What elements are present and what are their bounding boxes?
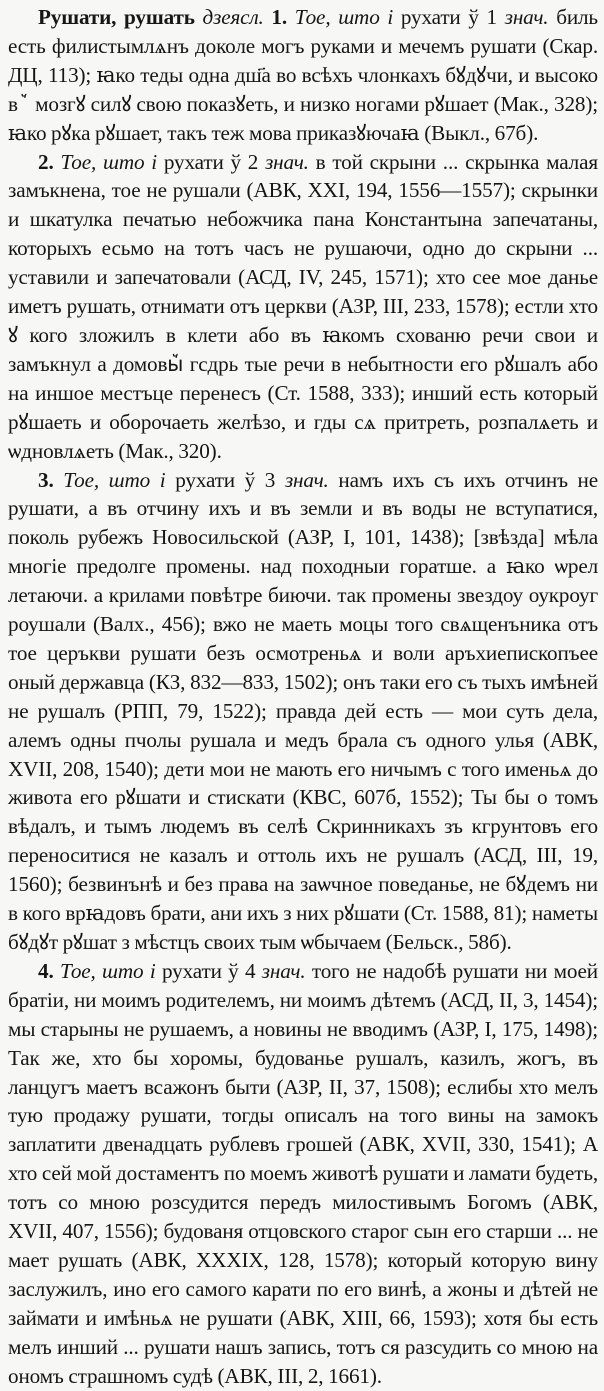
part-of-speech: дзеясл. xyxy=(202,5,264,29)
sense-4-znach: знач. xyxy=(261,958,306,983)
sense-1-reference: рухати ў 1 xyxy=(400,5,497,29)
sense-3-definition: Тое, што і xyxy=(63,467,166,492)
sense-3-reference: рухати ў 3 xyxy=(175,467,276,492)
sense-2-text: в той скрыни ... скрынка малая замъкнена, тое не рушали (АВК, XXI, 194, 1556—1557); скрынки и шкатулка печатью небожчика пана Константына запечатаны, которыхъ есьмо на тотъ часъ не рушаючи, одно до скрыни ... уставили и запечатовали (АСД, IV, 245, 1571); хто сее мое данье иметъ рушать, отнимати отъ церкви (АЗР, III, 233, 1578); естли хто ꙋ кого зложилъ в клети або въ ꙗкомъ схованю речи свои и замъкнул а домовы꙽ гсдрь тые речи в небытности его рꙋшалъ або на иншое местъце перенесъ (Ст. 1588, 333); инший есть который рꙋшаеть и оборочаеть желѣзо, и гды сѧ притреть, розпалѧеть и ѡдновлѧеть (Мак., 320). xyxy=(8,149,598,463)
sense-1-definition: Тое, што і xyxy=(294,5,394,29)
sense-1-number: 1. xyxy=(271,5,288,29)
sense-2-paragraph xyxy=(8,148,598,466)
sense-2-znach: знач. xyxy=(265,149,309,174)
sense-1-paragraph xyxy=(8,3,598,148)
sense-3-text: намъ ихъ съ ихъ отчинъ не рушати, а въ отчину ихъ и въ земли и въ воды не вступатися, поколь рубежъ Новосильской (АЗР, I, 101, 1438); [звѣзда] мѣла многіе предолге промены. над походныи горатше. а ꙗко ѡрел летаючи. а крилами повѣтре биючи. так промены звездоу оукроуг роушали (Валх., 456); вжо не маеть моцы того свѧщенъника отъ тое церъкви рушати безъ осмотреньѧ и воли аръхиепископъее оный державца (КЗ, 832—833, 1502); онъ таки его съ тыхъ имѣней не рушалъ (РПП, 79, 1522); правда дей есть — мои суть дела, алемъ одны пчолы рушала и медъ брала съ одного улья (АВК, XVII, 208, 1540); дети мои не мають его ничымъ с того именьѧ до живота его рꙋшати и стискати (КВС, 607б, 1552); Ты бы о томъ вѣдалъ, и тымъ людемъ въ селѣ Скринникахъ зъ кгрунтовъ его переноситися не казалъ и оттоль ихъ не рушалъ (АСД, III, 19, 1560); безвинънѣ и без права на заѡчное поведанье, не бꙋдемъ ни в кого врꙗдовъ брати, ани ихъ з них рꙋшати (Ст. 1588, 81); наметы бꙋдꙋт рꙋшат з мѣстцъ своих тым ѡбычаем (Бельск., 58б). xyxy=(8,467,598,954)
headword: Рушати, рушать xyxy=(38,5,195,29)
sense-4-reference: рухати ў 4 xyxy=(161,958,256,983)
sense-3-znach: знач. xyxy=(284,467,329,492)
sense-2-definition: Тое, што і xyxy=(60,149,158,174)
sense-1-znach: знач. xyxy=(504,5,549,29)
sense-2-number: 2. xyxy=(38,149,54,174)
sense-3-paragraph xyxy=(8,466,598,957)
sense-4-definition: Тое, што і xyxy=(59,958,156,983)
sense-2-reference: рухати ў 2 xyxy=(163,149,259,174)
sense-4-paragraph xyxy=(8,957,598,1391)
sense-3-number: 3. xyxy=(38,467,54,492)
sense-4-text: того не надобѣ рушати ни моей братіи, ни моимъ родителемъ, ни моимъ дѣтемъ (АСД, II, 3, 1454); мы старыны не рушаемъ, а новины не вводимъ (АЗР, I, 175, 1498); Так же, хто бы хоромы, будованье рушалъ, казилъ, жогъ, въ ланцугъ маетъ всажонъ быти (АЗР, II, 37, 1508); еслибы хто мелъ тую продажу рушати, тогды описалъ на того вины на замокъ заплатити двенадцать рублевъ грошей (АВК, XVII, 330, 1541); А хто сей мой достаментъ по моемъ животѣ рушати и ламати будеть, тотъ со мною розсудится передъ милостивымъ Богомъ (АВК, XVII, 407, 1556); будованя отцовского старог сын его старши ... не мает рушать (АВК, XXXIX, 128, 1578); который которую вину заслужилъ, ино его самого карати по его винѣ, а жоны и дѣтей не займати и имѣньѧ не рушати (АВК, XIII, 66, 1593); хотя бы есть мелъ инший ... рушати нашъ запись, тотъ ся разсудить со мною на ономъ страшномъ судѣ (АВК, III, 2, 1661). xyxy=(8,958,598,1388)
sense-4-number: 4. xyxy=(38,958,54,983)
sense-1-text: биль есть филистымлѧнъ доколе могъ руками и мечемъ рушати (Скар. ДЦ, 113); ꙗко теды одна дш҃а во всѣхъ члонкахъ бꙋдꙋчи, и высоко вꙿ мозгꙋ силꙋ свою показꙋеть, и низко ногами рꙋшает (Мак., 328); ꙗко рꙋка рꙋшает, такъ теж мова приказꙋючаꙗ (Выкл., 67б). xyxy=(8,5,598,145)
